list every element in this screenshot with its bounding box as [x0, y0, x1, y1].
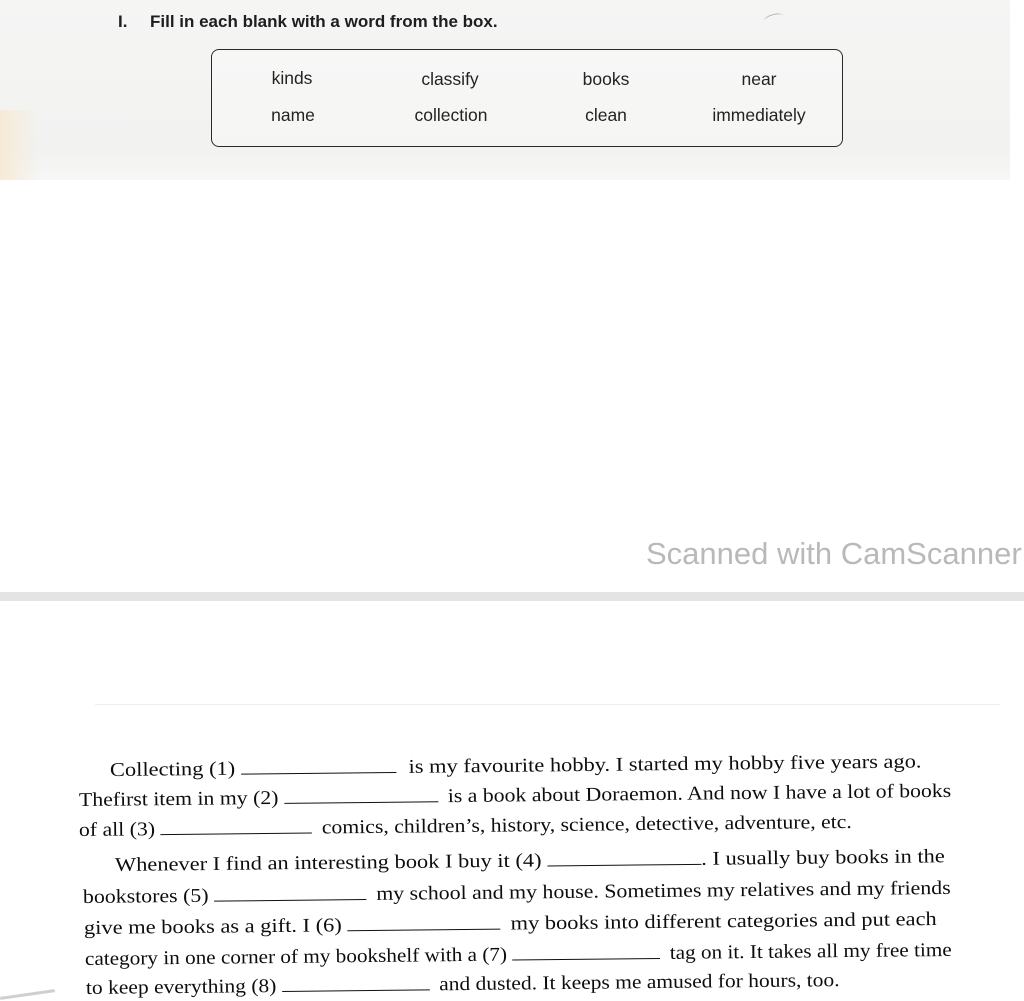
blank-5[interactable] [214, 885, 366, 902]
passage-line [115, 846, 945, 877]
blank-6[interactable] [347, 915, 500, 932]
passage-line [85, 940, 952, 971]
blank-7[interactable] [512, 944, 660, 961]
passage-text: my school and my house. Sometimes my relatives and my friends [376, 877, 951, 905]
passage-line [83, 878, 951, 909]
reading-passage [0, 601, 1024, 1001]
passage-text: of all (3) [78, 819, 156, 841]
blank-1[interactable] [241, 758, 396, 775]
passage-text: category in one corner of my bookshelf with a (7) [84, 944, 508, 970]
exercise-instruction-text: Fill in each blank with a word from the box. [150, 12, 498, 31]
word-box-item: clean [585, 105, 627, 125]
word-box-item: near [741, 69, 777, 89]
word-box-item: kinds [271, 68, 313, 88]
passage-text: bookstores (5) [82, 885, 209, 908]
page-separator [0, 592, 1024, 601]
exercise-instruction [118, 12, 498, 32]
passage-line [79, 812, 852, 842]
blank-4[interactable] [547, 850, 701, 867]
passage-line [86, 970, 840, 1000]
passage-text: is a book about Doraemon. And now I have a lot of books [447, 780, 952, 808]
passage-text: my books into different categories and put each [510, 909, 937, 935]
passage-text: Collecting (1) [109, 758, 236, 781]
exercise-number: I. [118, 12, 128, 31]
blank-8[interactable] [282, 975, 430, 992]
paper-shadow [0, 110, 40, 180]
passage-line [84, 909, 937, 940]
passage-text: tag on it. It takes all my free time [669, 939, 952, 964]
passage-text: and dusted. It keeps me amused for hours, too. [439, 970, 840, 996]
camscanner-watermark: Scanned with CamScanner [646, 536, 1022, 571]
passage-text: Whenever I find an interesting book I buy it (4) [114, 850, 542, 876]
passage-text: . I usually buy books in the [701, 846, 945, 870]
word-box-item: collection [414, 105, 488, 125]
word-box-item: name [271, 105, 315, 125]
word-box-item: books [582, 69, 630, 89]
passage-text: to keep everything (8) [85, 976, 277, 999]
blank-2[interactable] [284, 787, 438, 804]
word-box-item: immediately [712, 105, 806, 125]
passage-text: give me books as a gift. I (6) [83, 915, 342, 939]
passage-text: is my favourite hobby. I started my hobby five years ago. [408, 751, 922, 778]
word-box-item: classify [421, 69, 479, 89]
blank-3[interactable] [160, 819, 312, 836]
passage-text: comics, children’s, history, science, detective, adventure, etc. [321, 811, 852, 839]
passage-text: Thefirst item in my (2) [78, 787, 279, 811]
passage-line [79, 781, 951, 812]
passage-line [110, 752, 922, 782]
word-box [211, 49, 843, 147]
scanned-page-bottom [0, 601, 1024, 1001]
